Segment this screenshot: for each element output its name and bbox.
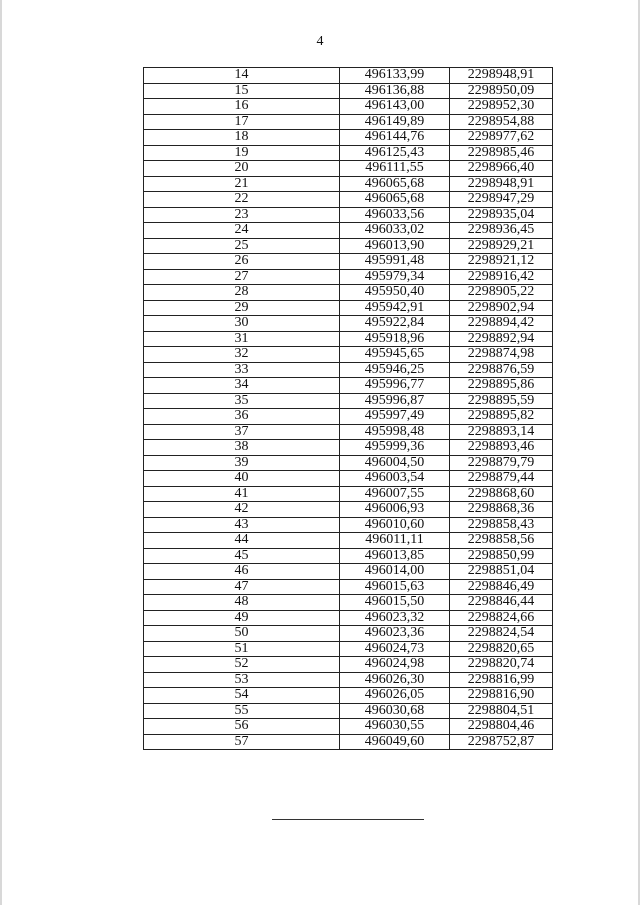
x-coordinate-cell: 496033,02	[340, 223, 450, 239]
x-coordinate-cell: 495922,84	[340, 316, 450, 332]
table-row	[144, 145, 553, 161]
y-coordinate-cell: 2298879,44	[450, 471, 553, 487]
table-row	[144, 719, 553, 735]
table-row	[144, 83, 553, 99]
table-row	[144, 68, 553, 84]
point-number-cell: 16	[144, 99, 340, 115]
y-coordinate-cell: 2298868,60	[450, 486, 553, 502]
y-coordinate-cell: 2298816,90	[450, 688, 553, 704]
y-coordinate-cell: 2298850,99	[450, 548, 553, 564]
point-number-cell: 25	[144, 238, 340, 254]
point-number-cell: 30	[144, 316, 340, 332]
table-row	[144, 486, 553, 502]
y-coordinate-cell: 2298948,91	[450, 176, 553, 192]
table-row	[144, 378, 553, 394]
table-row	[144, 207, 553, 223]
point-number-cell: 50	[144, 626, 340, 642]
point-number-cell: 48	[144, 595, 340, 611]
y-coordinate-cell: 2298893,46	[450, 440, 553, 456]
table-row	[144, 223, 553, 239]
coordinates-table	[143, 67, 553, 750]
table-row	[144, 285, 553, 301]
x-coordinate-cell: 496030,68	[340, 703, 450, 719]
x-coordinate-cell: 495979,34	[340, 269, 450, 285]
y-coordinate-cell: 2298895,82	[450, 409, 553, 425]
x-coordinate-cell: 495991,48	[340, 254, 450, 270]
x-coordinate-cell: 496007,55	[340, 486, 450, 502]
point-number-cell: 21	[144, 176, 340, 192]
table-row	[144, 595, 553, 611]
x-coordinate-cell: 496026,05	[340, 688, 450, 704]
table-row	[144, 502, 553, 518]
point-number-cell: 47	[144, 579, 340, 595]
point-number-cell: 14	[144, 68, 340, 84]
x-coordinate-cell: 496065,68	[340, 192, 450, 208]
y-coordinate-cell: 2298804,51	[450, 703, 553, 719]
table-row	[144, 393, 553, 409]
table-row	[144, 347, 553, 363]
y-coordinate-cell: 2298804,46	[450, 719, 553, 735]
table-row	[144, 564, 553, 580]
point-number-cell: 31	[144, 331, 340, 347]
x-coordinate-cell: 496013,90	[340, 238, 450, 254]
point-number-cell: 39	[144, 455, 340, 471]
y-coordinate-cell: 2298816,99	[450, 672, 553, 688]
point-number-cell: 32	[144, 347, 340, 363]
x-coordinate-cell: 496030,55	[340, 719, 450, 735]
y-coordinate-cell: 2298916,42	[450, 269, 553, 285]
x-coordinate-cell: 496049,60	[340, 734, 450, 750]
table-row	[144, 161, 553, 177]
point-number-cell: 37	[144, 424, 340, 440]
table-row	[144, 331, 553, 347]
x-coordinate-cell: 496004,50	[340, 455, 450, 471]
y-coordinate-cell: 2298935,04	[450, 207, 553, 223]
y-coordinate-cell: 2298895,86	[450, 378, 553, 394]
y-coordinate-cell: 2298902,94	[450, 300, 553, 316]
x-coordinate-cell: 496023,36	[340, 626, 450, 642]
point-number-cell: 28	[144, 285, 340, 301]
y-coordinate-cell: 2298824,54	[450, 626, 553, 642]
table-row	[144, 517, 553, 533]
x-coordinate-cell: 495996,87	[340, 393, 450, 409]
point-number-cell: 17	[144, 114, 340, 130]
table-row	[144, 579, 553, 595]
y-coordinate-cell: 2298874,98	[450, 347, 553, 363]
y-coordinate-cell: 2298947,29	[450, 192, 553, 208]
y-coordinate-cell: 2298820,65	[450, 641, 553, 657]
table-row	[144, 192, 553, 208]
x-coordinate-cell: 496010,60	[340, 517, 450, 533]
point-number-cell: 34	[144, 378, 340, 394]
point-number-cell: 54	[144, 688, 340, 704]
y-coordinate-cell: 2298948,91	[450, 68, 553, 84]
table-row	[144, 548, 553, 564]
point-number-cell: 56	[144, 719, 340, 735]
y-coordinate-cell: 2298879,79	[450, 455, 553, 471]
x-coordinate-cell: 496133,99	[340, 68, 450, 84]
table-row	[144, 362, 553, 378]
y-coordinate-cell: 2298894,42	[450, 316, 553, 332]
point-number-cell: 22	[144, 192, 340, 208]
point-number-cell: 24	[144, 223, 340, 239]
point-number-cell: 52	[144, 657, 340, 673]
x-coordinate-cell: 496015,63	[340, 579, 450, 595]
y-coordinate-cell: 2298936,45	[450, 223, 553, 239]
x-coordinate-cell: 496125,43	[340, 145, 450, 161]
y-coordinate-cell: 2298820,74	[450, 657, 553, 673]
x-coordinate-cell: 496136,88	[340, 83, 450, 99]
table-row	[144, 610, 553, 626]
y-coordinate-cell: 2298895,59	[450, 393, 553, 409]
table-row	[144, 657, 553, 673]
x-coordinate-cell: 496143,00	[340, 99, 450, 115]
point-number-cell: 41	[144, 486, 340, 502]
table-row	[144, 269, 553, 285]
x-coordinate-cell: 496015,50	[340, 595, 450, 611]
y-coordinate-cell: 2298954,88	[450, 114, 553, 130]
x-coordinate-cell: 496026,30	[340, 672, 450, 688]
y-coordinate-cell: 2298824,66	[450, 610, 553, 626]
x-coordinate-cell: 496011,11	[340, 533, 450, 549]
x-coordinate-cell: 496024,73	[340, 641, 450, 657]
point-number-cell: 51	[144, 641, 340, 657]
x-coordinate-cell: 495998,48	[340, 424, 450, 440]
x-coordinate-cell: 496024,98	[340, 657, 450, 673]
point-number-cell: 36	[144, 409, 340, 425]
table-row	[144, 424, 553, 440]
table-row	[144, 455, 553, 471]
y-coordinate-cell: 2298985,46	[450, 145, 553, 161]
x-coordinate-cell: 495999,36	[340, 440, 450, 456]
table-row	[144, 626, 553, 642]
y-coordinate-cell: 2298876,59	[450, 362, 553, 378]
table-row	[144, 688, 553, 704]
y-coordinate-cell: 2298977,62	[450, 130, 553, 146]
x-coordinate-cell: 495946,25	[340, 362, 450, 378]
footer-rule	[272, 819, 424, 820]
point-number-cell: 53	[144, 672, 340, 688]
page-number: 4	[316, 34, 324, 49]
table-row	[144, 672, 553, 688]
y-coordinate-cell: 2298929,21	[450, 238, 553, 254]
point-number-cell: 27	[144, 269, 340, 285]
x-coordinate-cell: 496033,56	[340, 207, 450, 223]
x-coordinate-cell: 496006,93	[340, 502, 450, 518]
point-number-cell: 42	[144, 502, 340, 518]
table-row	[144, 114, 553, 130]
x-coordinate-cell: 495918,96	[340, 331, 450, 347]
point-number-cell: 15	[144, 83, 340, 99]
table-row	[144, 99, 553, 115]
point-number-cell: 33	[144, 362, 340, 378]
x-coordinate-cell: 496013,85	[340, 548, 450, 564]
x-coordinate-cell: 495945,65	[340, 347, 450, 363]
x-coordinate-cell: 496003,54	[340, 471, 450, 487]
table-row	[144, 130, 553, 146]
x-coordinate-cell: 495996,77	[340, 378, 450, 394]
table-row	[144, 409, 553, 425]
y-coordinate-cell: 2298966,40	[450, 161, 553, 177]
table-row	[144, 703, 553, 719]
point-number-cell: 43	[144, 517, 340, 533]
table-row	[144, 176, 553, 192]
point-number-cell: 49	[144, 610, 340, 626]
point-number-cell: 57	[144, 734, 340, 750]
table-row	[144, 440, 553, 456]
x-coordinate-cell: 495942,91	[340, 300, 450, 316]
table-row	[144, 641, 553, 657]
x-coordinate-cell: 496023,32	[340, 610, 450, 626]
y-coordinate-cell: 2298868,36	[450, 502, 553, 518]
point-number-cell: 40	[144, 471, 340, 487]
point-number-cell: 29	[144, 300, 340, 316]
table-row	[144, 471, 553, 487]
table-row	[144, 254, 553, 270]
x-coordinate-cell: 496014,00	[340, 564, 450, 580]
point-number-cell: 55	[144, 703, 340, 719]
y-coordinate-cell: 2298905,22	[450, 285, 553, 301]
y-coordinate-cell: 2298858,56	[450, 533, 553, 549]
point-number-cell: 45	[144, 548, 340, 564]
y-coordinate-cell: 2298893,14	[450, 424, 553, 440]
point-number-cell: 35	[144, 393, 340, 409]
point-number-cell: 23	[144, 207, 340, 223]
y-coordinate-cell: 2298752,87	[450, 734, 553, 750]
point-number-cell: 18	[144, 130, 340, 146]
x-coordinate-cell: 495997,49	[340, 409, 450, 425]
y-coordinate-cell: 2298952,30	[450, 99, 553, 115]
y-coordinate-cell: 2298950,09	[450, 83, 553, 99]
point-number-cell: 26	[144, 254, 340, 270]
x-coordinate-cell: 496149,89	[340, 114, 450, 130]
table-row	[144, 300, 553, 316]
table-row	[144, 238, 553, 254]
x-coordinate-cell: 496144,76	[340, 130, 450, 146]
y-coordinate-cell: 2298846,49	[450, 579, 553, 595]
x-coordinate-cell: 496065,68	[340, 176, 450, 192]
x-coordinate-cell: 496111,55	[340, 161, 450, 177]
y-coordinate-cell: 2298851,04	[450, 564, 553, 580]
point-number-cell: 38	[144, 440, 340, 456]
x-coordinate-cell: 495950,40	[340, 285, 450, 301]
y-coordinate-cell: 2298846,44	[450, 595, 553, 611]
y-coordinate-cell: 2298892,94	[450, 331, 553, 347]
point-number-cell: 19	[144, 145, 340, 161]
point-number-cell: 46	[144, 564, 340, 580]
table-row	[144, 734, 553, 750]
y-coordinate-cell: 2298921,12	[450, 254, 553, 270]
point-number-cell: 44	[144, 533, 340, 549]
left-scan-edge	[0, 0, 2, 905]
table-row	[144, 316, 553, 332]
coordinates-table-body	[144, 68, 553, 750]
point-number-cell: 20	[144, 161, 340, 177]
y-coordinate-cell: 2298858,43	[450, 517, 553, 533]
table-row	[144, 533, 553, 549]
